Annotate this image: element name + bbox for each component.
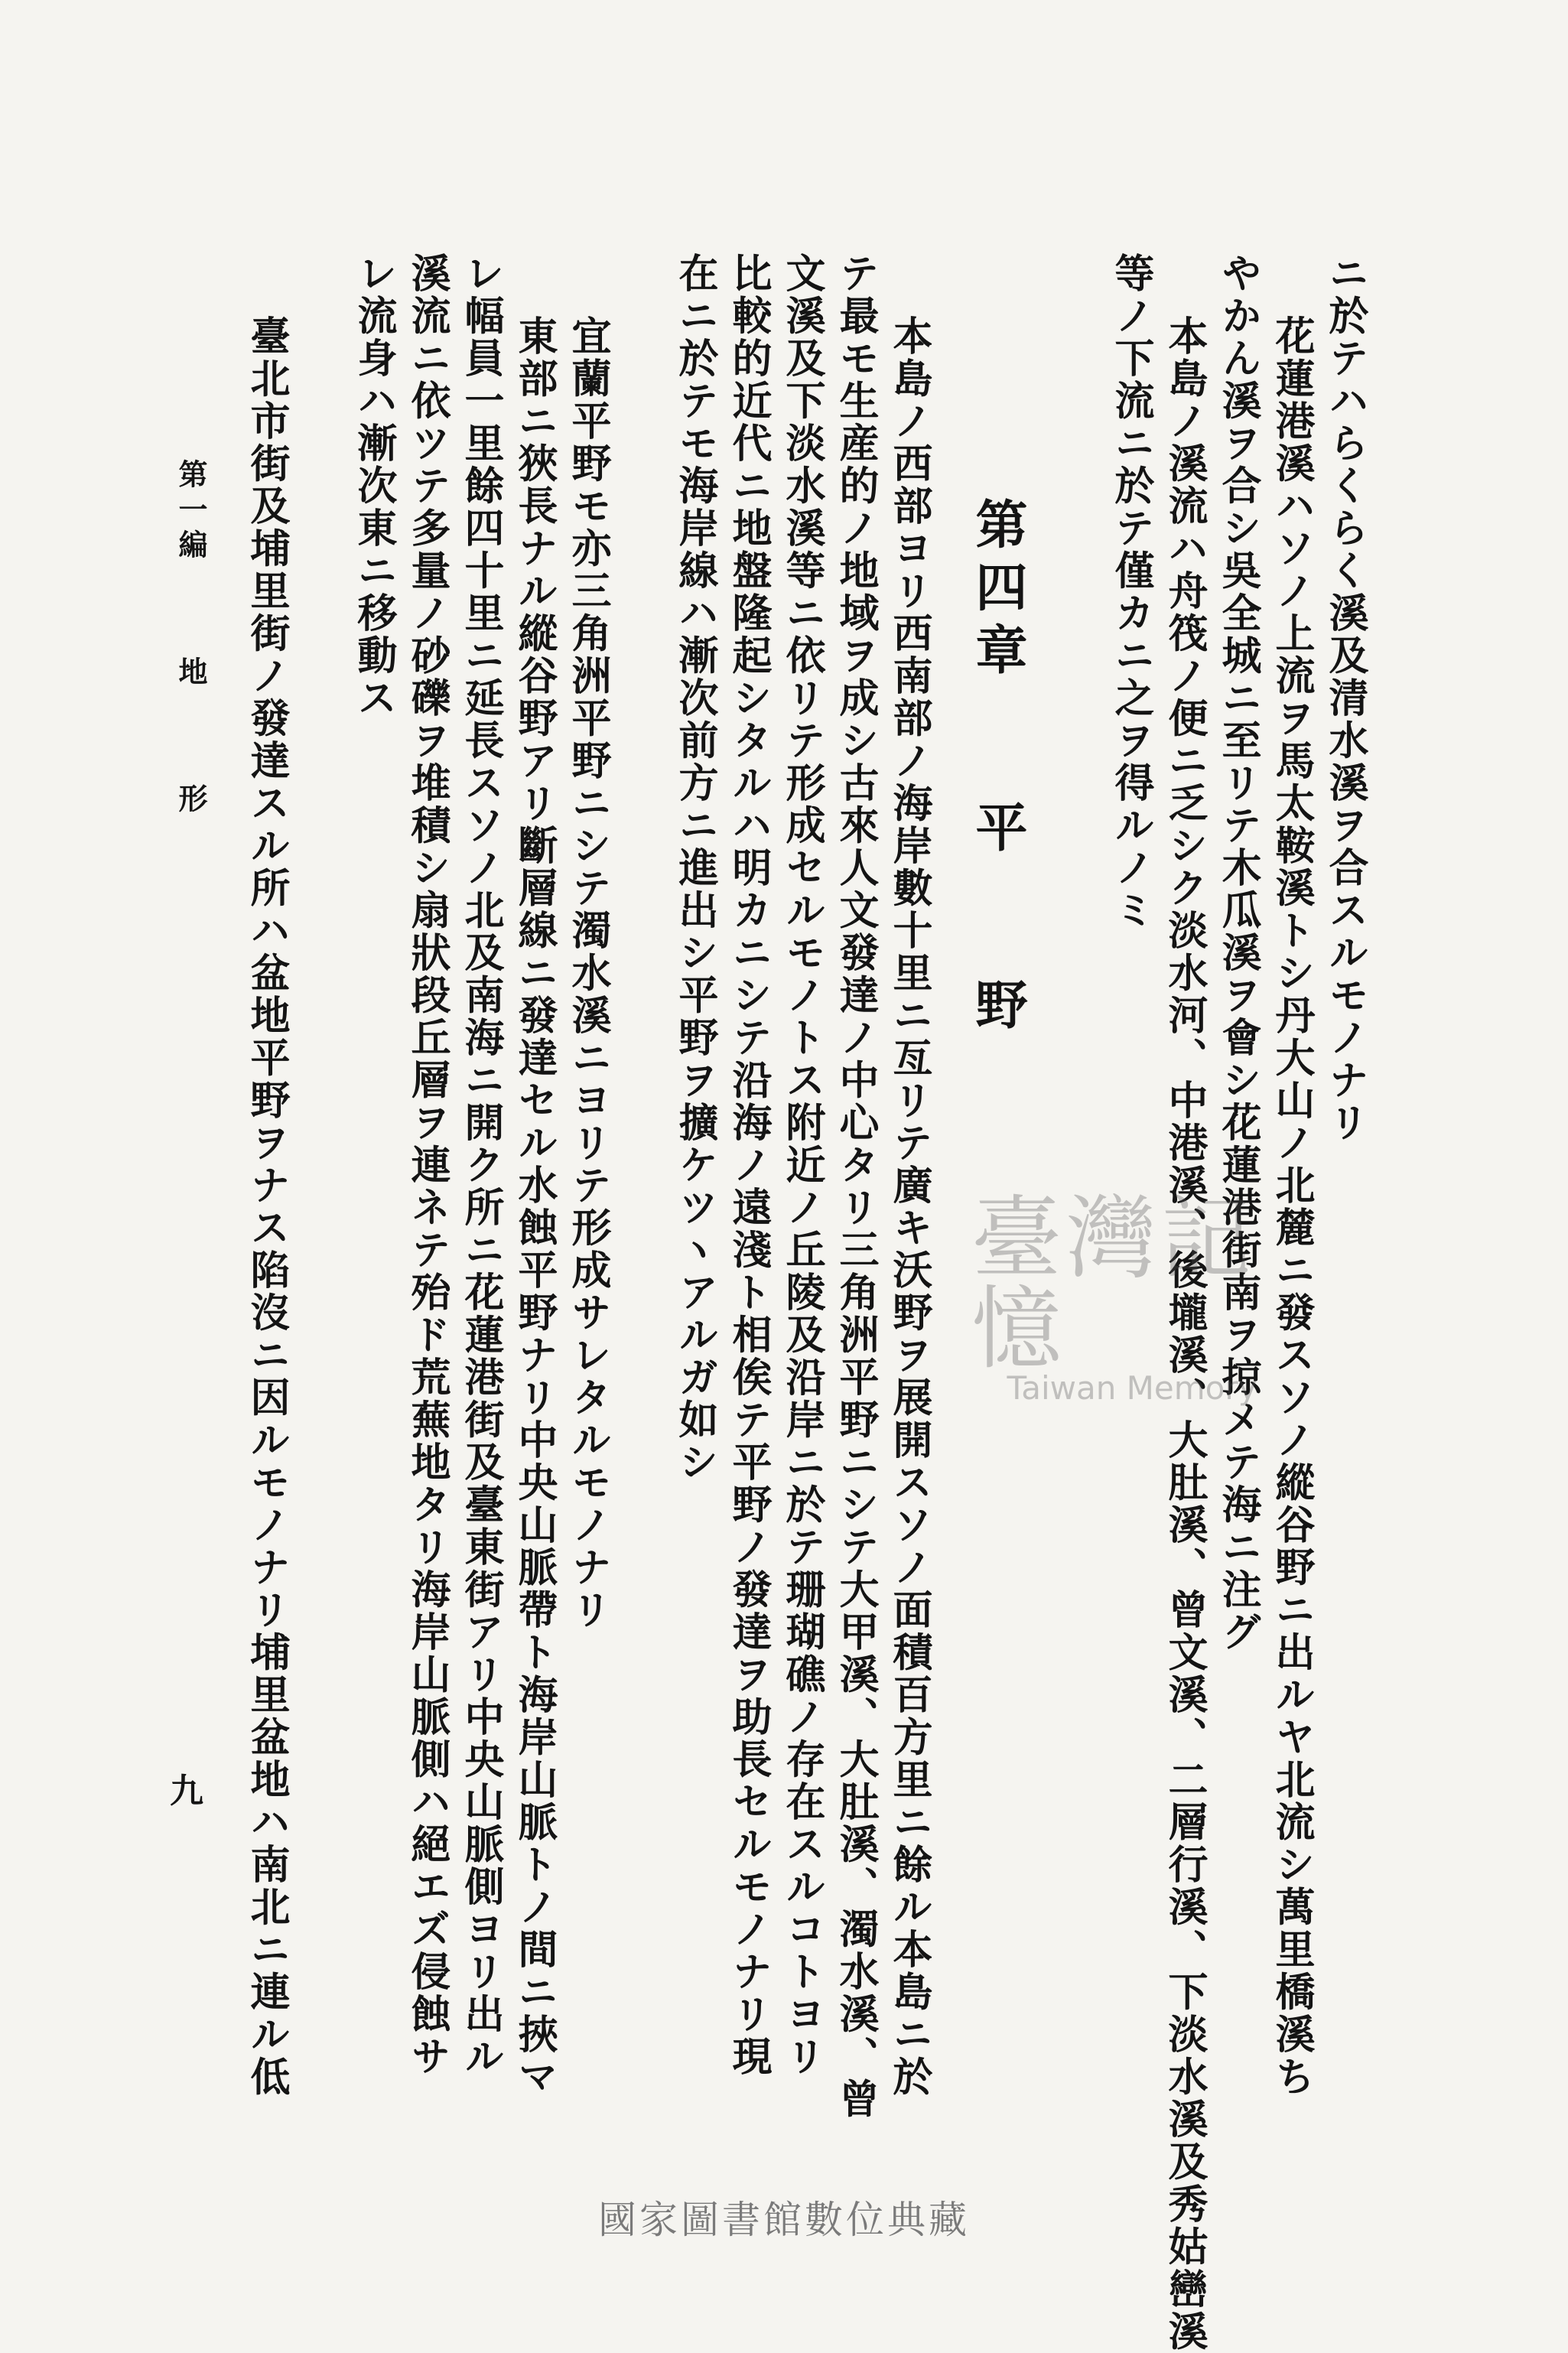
text-column-8: 文溪及下淡水溪等ニ依リテ形成セルモノトス附近ノ丘陵及沿岸ニ於テ珊瑚礁ノ存在スルコトヨリ <box>779 252 825 2078</box>
text-column-9: 比較的近代ニ地盤隆起シタルハ明カニシテ沿海ノ遠淺ト相俟テ平野ノ發達ヲ助長セルモノナリ現 <box>725 252 772 2078</box>
text-column-7: テ最モ生産的ノ地域ヲ成シ古來人文發達ノ中心タリ三角洲平野ニシテ大甲溪、大肚溪、濁水溪、曾 <box>832 252 879 2120</box>
text-column-11: 宜蘭平野モ亦三角洲平野ニシテ濁水溪ニヨリテ形成サレタルモノナリ <box>564 315 611 1632</box>
page-number: 九 <box>170 1772 203 1811</box>
chapter-number: 第四章 <box>967 497 1028 685</box>
text-column-16: 臺北市街及埔里街ノ發達スル所ハ盆地平野ヲナス陷沒ニ因ルモノナリ埔里盆地ハ南北ニ連ル低 <box>243 315 290 2098</box>
footer-part: 第一編 <box>174 459 208 565</box>
footer-section-char-1: 地 <box>174 656 208 692</box>
text-column-3: やかん溪ヲ合シ吳全城ニ至リテ木瓜溪ヲ會シ花蓮港街南ヲ掠メテ海ニ注グ <box>1215 252 1261 1654</box>
text-column-2: 花蓮港溪ハソノ上流ヲ馬太鞍溪トシ丹大山ノ北麓ニ發スソノ縱谷野ニ出ルヤ北流シ萬里橋溪ち <box>1268 315 1315 2098</box>
text-column-15: レ流身ハ漸次東ニ移動ス <box>350 252 397 720</box>
watermark-chinese: 臺灣記憶 <box>971 1186 1257 1382</box>
chapter-title-char-2: 野 <box>967 978 1028 1040</box>
chapter-heading <box>967 497 1028 1040</box>
watermark-english: Taiwan Memory <box>1007 1369 1257 1407</box>
text-column-12: 東部ニ狹長ナル縱谷野アリ斷層線ニ發達セル水蝕平野ナリ中央山脈帶ト海岸山脈トノ間ニ挾マ <box>511 315 558 2098</box>
library-stamp: 國家圖書館數位典藏 <box>598 2198 970 2242</box>
chapter-title-char-1: 平 <box>967 800 1028 863</box>
text-column-1: ニ於テハらくらく溪及清水溪ヲ合スルモノナリ <box>1322 252 1368 1144</box>
running-footer <box>174 459 208 819</box>
text-column-6: 本島ノ西部ヨリ西南部ノ海岸數十里ニ亙リテ廣キ沃野ヲ展開スソノ面積百方里ニ餘ル本島ニ於 <box>886 315 932 2098</box>
text-column-13: レ幅員一里餘四十里ニ延長スソノ北及南海ニ開ク所ニ花蓮港街及臺東街アリ中央山脈側ヨリ出ル <box>457 252 504 2078</box>
text-column-4: 本島ノ溪流ハ舟筏ノ便ニ乏シク淡水河、中港溪、後壠溪、大肚溪、曾文溪、二層行溪、下淡水溪及秀姑巒溪 <box>1161 315 1208 2353</box>
text-column-14: 溪流ニ依ツテ多量ノ砂礫ヲ堆積シ扇狀段丘層ヲ連ネテ殆ド荒蕪地タリ海岸山脈側ハ絕エズ侵蝕サ <box>404 252 451 2078</box>
footer-section-char-2: 形 <box>174 783 208 819</box>
text-column-10: 在ニ於テモ海岸線ハ漸次前方ニ進出シ平野ヲ擴ケツヽアルガ如シ <box>672 252 718 1484</box>
text-column-5: 等ノ下流ニ於テ僅カニ之ヲ得ルノミ <box>1108 252 1154 932</box>
